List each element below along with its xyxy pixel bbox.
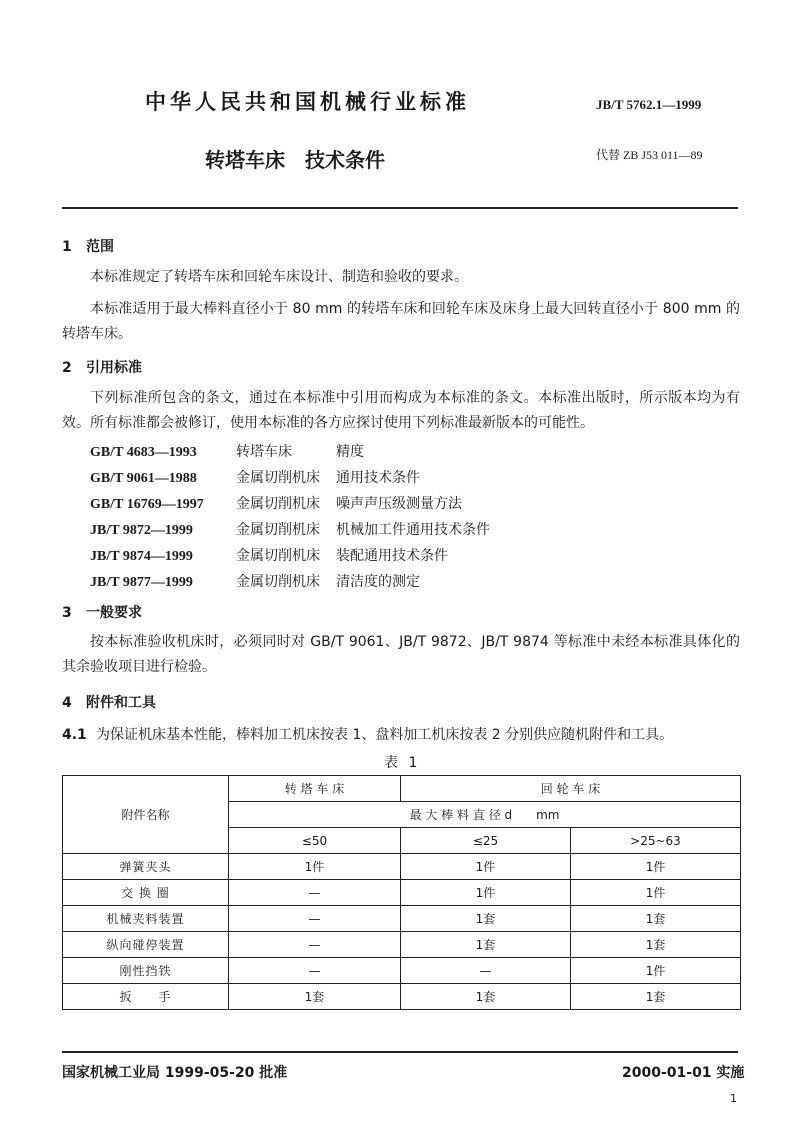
table-cell: — xyxy=(229,880,401,906)
reference-desc: 机械加工件通用技术条件 xyxy=(336,522,490,538)
table-row xyxy=(63,880,741,906)
section-number: 1 xyxy=(62,239,72,255)
row-label: 交 换 圈 xyxy=(63,880,229,906)
table-cell: 1套 xyxy=(401,906,571,932)
standard-code: JB/T 5762.1—1999 xyxy=(596,97,702,112)
reference-code: GB/T 16769—1997 xyxy=(90,497,204,512)
section-3-heading xyxy=(62,602,142,622)
section-2-para-1: 下列标准所包含的条文，通过在本标准中引用而构成为本标准的条文。本标准出版时，所示版本均为有效。所有标准都会被修订，使用本标准的各方应探讨使用下列标准最新版本的可能性。 xyxy=(62,390,740,431)
reference-code: GB/T 4683—1993 xyxy=(90,445,197,460)
reference-name: 金属切削机床 xyxy=(236,522,320,538)
table-cell: 1套 xyxy=(571,984,741,1010)
table-cell: 1件 xyxy=(571,854,741,880)
reference-row xyxy=(90,519,490,539)
table-cell: 1件 xyxy=(401,880,571,906)
section-1-para-2: 本标准适用于最大棒料直径小于 80 mm 的转塔车床和回轮车床及床身上最大回转直径小于 800 mm 的转塔车床。 xyxy=(62,301,740,342)
reference-name: 金属切削机床 xyxy=(236,496,320,512)
table-cell: 1件 xyxy=(571,958,741,984)
table-caption: 表 1 xyxy=(384,755,421,771)
section-1-para-1: 本标准规定了转塔车床和回轮车床设计、制造和验收的要求。 xyxy=(90,269,468,285)
effective-date: 2000-01-01 实施 xyxy=(622,1065,745,1081)
row-label: 刚性挡铁 xyxy=(63,958,229,984)
table-cell: — xyxy=(401,958,571,984)
reference-row xyxy=(90,493,462,513)
group-header-turret: 转 塔 车 床 xyxy=(229,776,401,802)
section-number: 4 xyxy=(62,695,72,711)
section-title: 范围 xyxy=(86,239,114,255)
section-2-heading xyxy=(62,357,142,377)
row-label: 扳 手 xyxy=(63,984,229,1010)
reference-row xyxy=(90,441,364,461)
row-label: 机械夹料装置 xyxy=(63,906,229,932)
approval-note: 国家机械工业局 1999-05-20 批准 xyxy=(62,1065,288,1081)
table-row xyxy=(63,958,741,984)
row-label: 纵向碰停装置 xyxy=(63,932,229,958)
reference-row xyxy=(90,467,420,487)
section-number: 3 xyxy=(62,605,72,621)
table-cell: — xyxy=(229,958,401,984)
clause-4-1 xyxy=(62,724,673,744)
table-cell: 1套 xyxy=(401,932,571,958)
accessory-table xyxy=(62,775,741,1010)
clause-text: 为保证机床基本性能，棒料加工机床按表 1、盘料加工机床按表 2 分别供应随机附件和工具。 xyxy=(96,727,674,743)
reference-code: GB/T 9061—1988 xyxy=(90,471,197,486)
reference-code: JB/T 9877—1999 xyxy=(90,575,193,590)
reference-name: 金属切削机床 xyxy=(236,548,320,564)
reference-row xyxy=(90,545,448,565)
table-cell: 1件 xyxy=(229,854,401,880)
reference-desc: 噪声声压级测量方法 xyxy=(336,496,462,512)
footer-rule xyxy=(62,1051,738,1053)
table-cell: — xyxy=(229,932,401,958)
section-title: 附件和工具 xyxy=(86,695,156,711)
table-cell: — xyxy=(229,906,401,932)
reference-desc: 装配通用技术条件 xyxy=(336,548,448,564)
section-title: 引用标准 xyxy=(86,360,142,376)
reference-code: JB/T 9874—1999 xyxy=(90,549,193,564)
header-rule xyxy=(62,207,738,209)
section-3-para-1: 按本标准验收机床时，必须同时对 GB/T 9061、JB/T 9872、JB/T 9874 等标准中未经本标准具体化的其余验收项目进行检验。 xyxy=(62,634,740,675)
page-number: 1 xyxy=(730,1092,737,1105)
org-title: 中华人民共和国机械行业标准 xyxy=(145,90,470,114)
table-row xyxy=(63,854,741,880)
reference-name: 金属切削机床 xyxy=(236,470,320,486)
section-number: 2 xyxy=(62,360,72,376)
table-cell: 1套 xyxy=(571,906,741,932)
table-row xyxy=(63,932,741,958)
column-header-accessory-name: 附件名称 xyxy=(63,776,229,854)
range-header: ≤50 xyxy=(229,828,401,854)
table-cell: 1套 xyxy=(571,932,741,958)
reference-row xyxy=(90,571,420,591)
reference-code: JB/T 9872—1999 xyxy=(90,523,193,538)
reference-desc: 通用技术条件 xyxy=(336,470,420,486)
reference-desc: 精度 xyxy=(336,444,364,460)
table-row xyxy=(63,906,741,932)
group-header-capstan: 回 轮 车 床 xyxy=(401,776,741,802)
table-cell: 1件 xyxy=(571,880,741,906)
replaces-note: 代替 ZB J53 011—89 xyxy=(596,148,703,162)
range-header: ≤25 xyxy=(401,828,571,854)
reference-name: 转塔车床 xyxy=(236,444,292,460)
range-header: >25~63 xyxy=(571,828,741,854)
clause-number: 4.1 xyxy=(62,727,87,743)
reference-desc: 清洁度的测定 xyxy=(336,574,420,590)
section-title: 一般要求 xyxy=(86,605,142,621)
table-cell: 1件 xyxy=(401,854,571,880)
table-cell: 1套 xyxy=(401,984,571,1010)
section-4-heading xyxy=(62,692,156,712)
section-1-heading xyxy=(62,236,114,256)
table-row xyxy=(63,984,741,1010)
table-cell: 1套 xyxy=(229,984,401,1010)
row-label: 弹簧夹头 xyxy=(63,854,229,880)
standard-title: 转塔车床 技术条件 xyxy=(205,148,385,172)
parameter-header: 最 大 棒 料 直 径 d mm xyxy=(229,802,741,828)
reference-name: 金属切削机床 xyxy=(236,574,320,590)
